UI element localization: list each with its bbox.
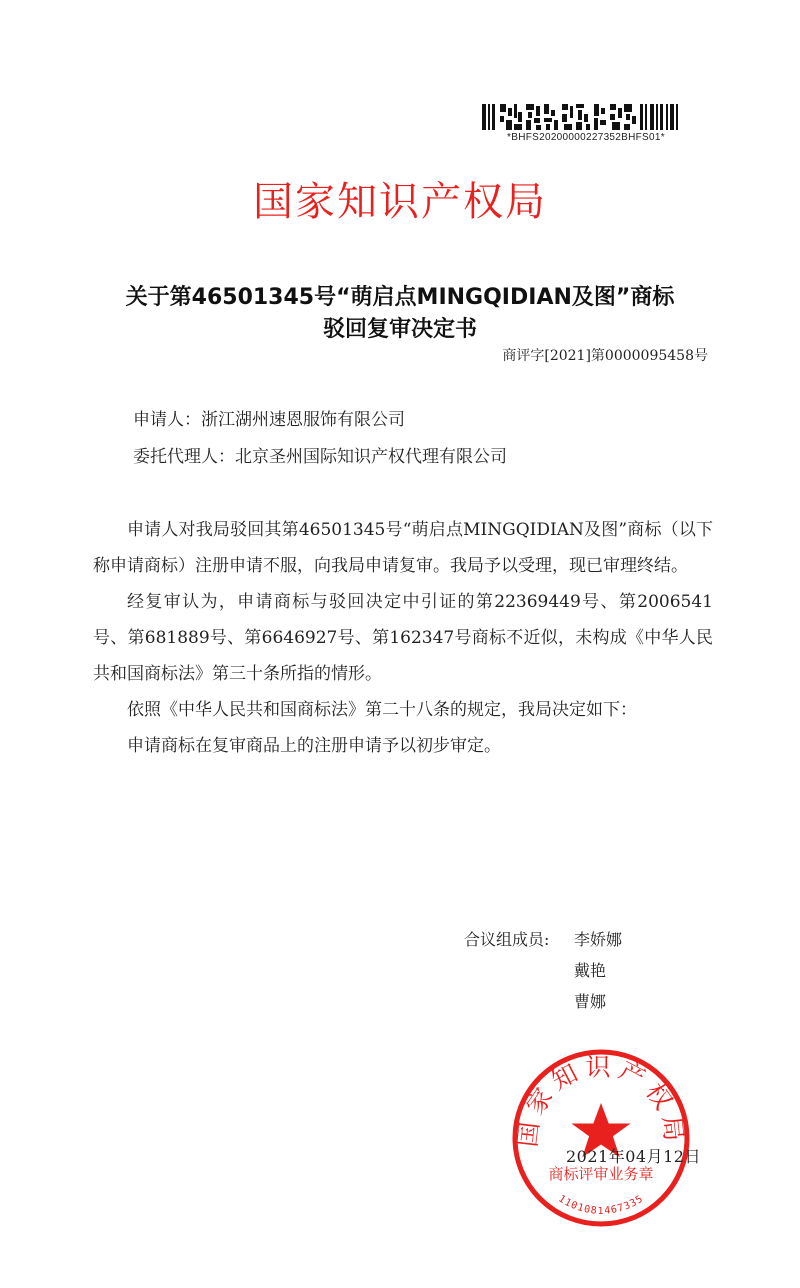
panel-member: 李娇娜 <box>574 930 623 949</box>
panel-member: 曹娜 <box>574 992 607 1011</box>
official-seal-icon <box>510 1047 692 1229</box>
seal-top-text: 国家知识产权局 <box>512 1052 690 1149</box>
body-paragraph: 申请商标在复审商品上的注册申请予以初步审定。 <box>127 736 501 756</box>
decision-date: 2021年04月12日 <box>566 1147 701 1166</box>
svg-text:1101081467335 <box>556 1193 645 1216</box>
barcode-code: *BHFS20200000227352BHFS01* <box>507 132 665 143</box>
body-paragraph: 申请人对我局驳回其第46501345号“萌启点MINGQIDIAN及图”商标（以下称申请商标）注册申请不服，向我局申请复审。我局予以受理，现已审理终结。 <box>93 520 713 576</box>
barcode-graphic <box>480 104 692 130</box>
barcode-block <box>480 104 692 143</box>
agency-title: 国家知识产权局 <box>253 179 547 225</box>
applicant-line: 申请人：浙江湖州速恩服饰有限公司 <box>133 410 405 430</box>
body-paragraph: 经复审认为，申请商标与驳回决定中引证的第22369449号、第2006541号、第681889号、第6646927号、第162347号商标不近似，未构成《中华人民共和国商标法》第三十条所指的情形。 <box>93 592 713 684</box>
decision-body <box>93 512 713 764</box>
seal-bottom-text: 商标评审业务章 <box>548 1165 654 1183</box>
document-number: 商评字[2021]第0000095458号 <box>502 348 708 364</box>
panel-member: 戴艳 <box>574 961 607 980</box>
decision-title-line2: 驳回复审决定书 <box>322 317 477 342</box>
panel-members <box>464 924 622 1017</box>
agent-line: 委托代理人：北京圣州国际知识产权代理有限公司 <box>133 447 507 467</box>
decision-title-line1: 关于第46501345号“萌启点MINGQIDIAN及图”商标 <box>125 285 675 310</box>
body-paragraph: 依照《中华人民共和国商标法》第二十八条的规定，我局决定如下： <box>127 700 637 720</box>
seal-code: 1101081467335 <box>556 1193 646 1217</box>
panel-label: 合议组成员: <box>464 930 550 949</box>
